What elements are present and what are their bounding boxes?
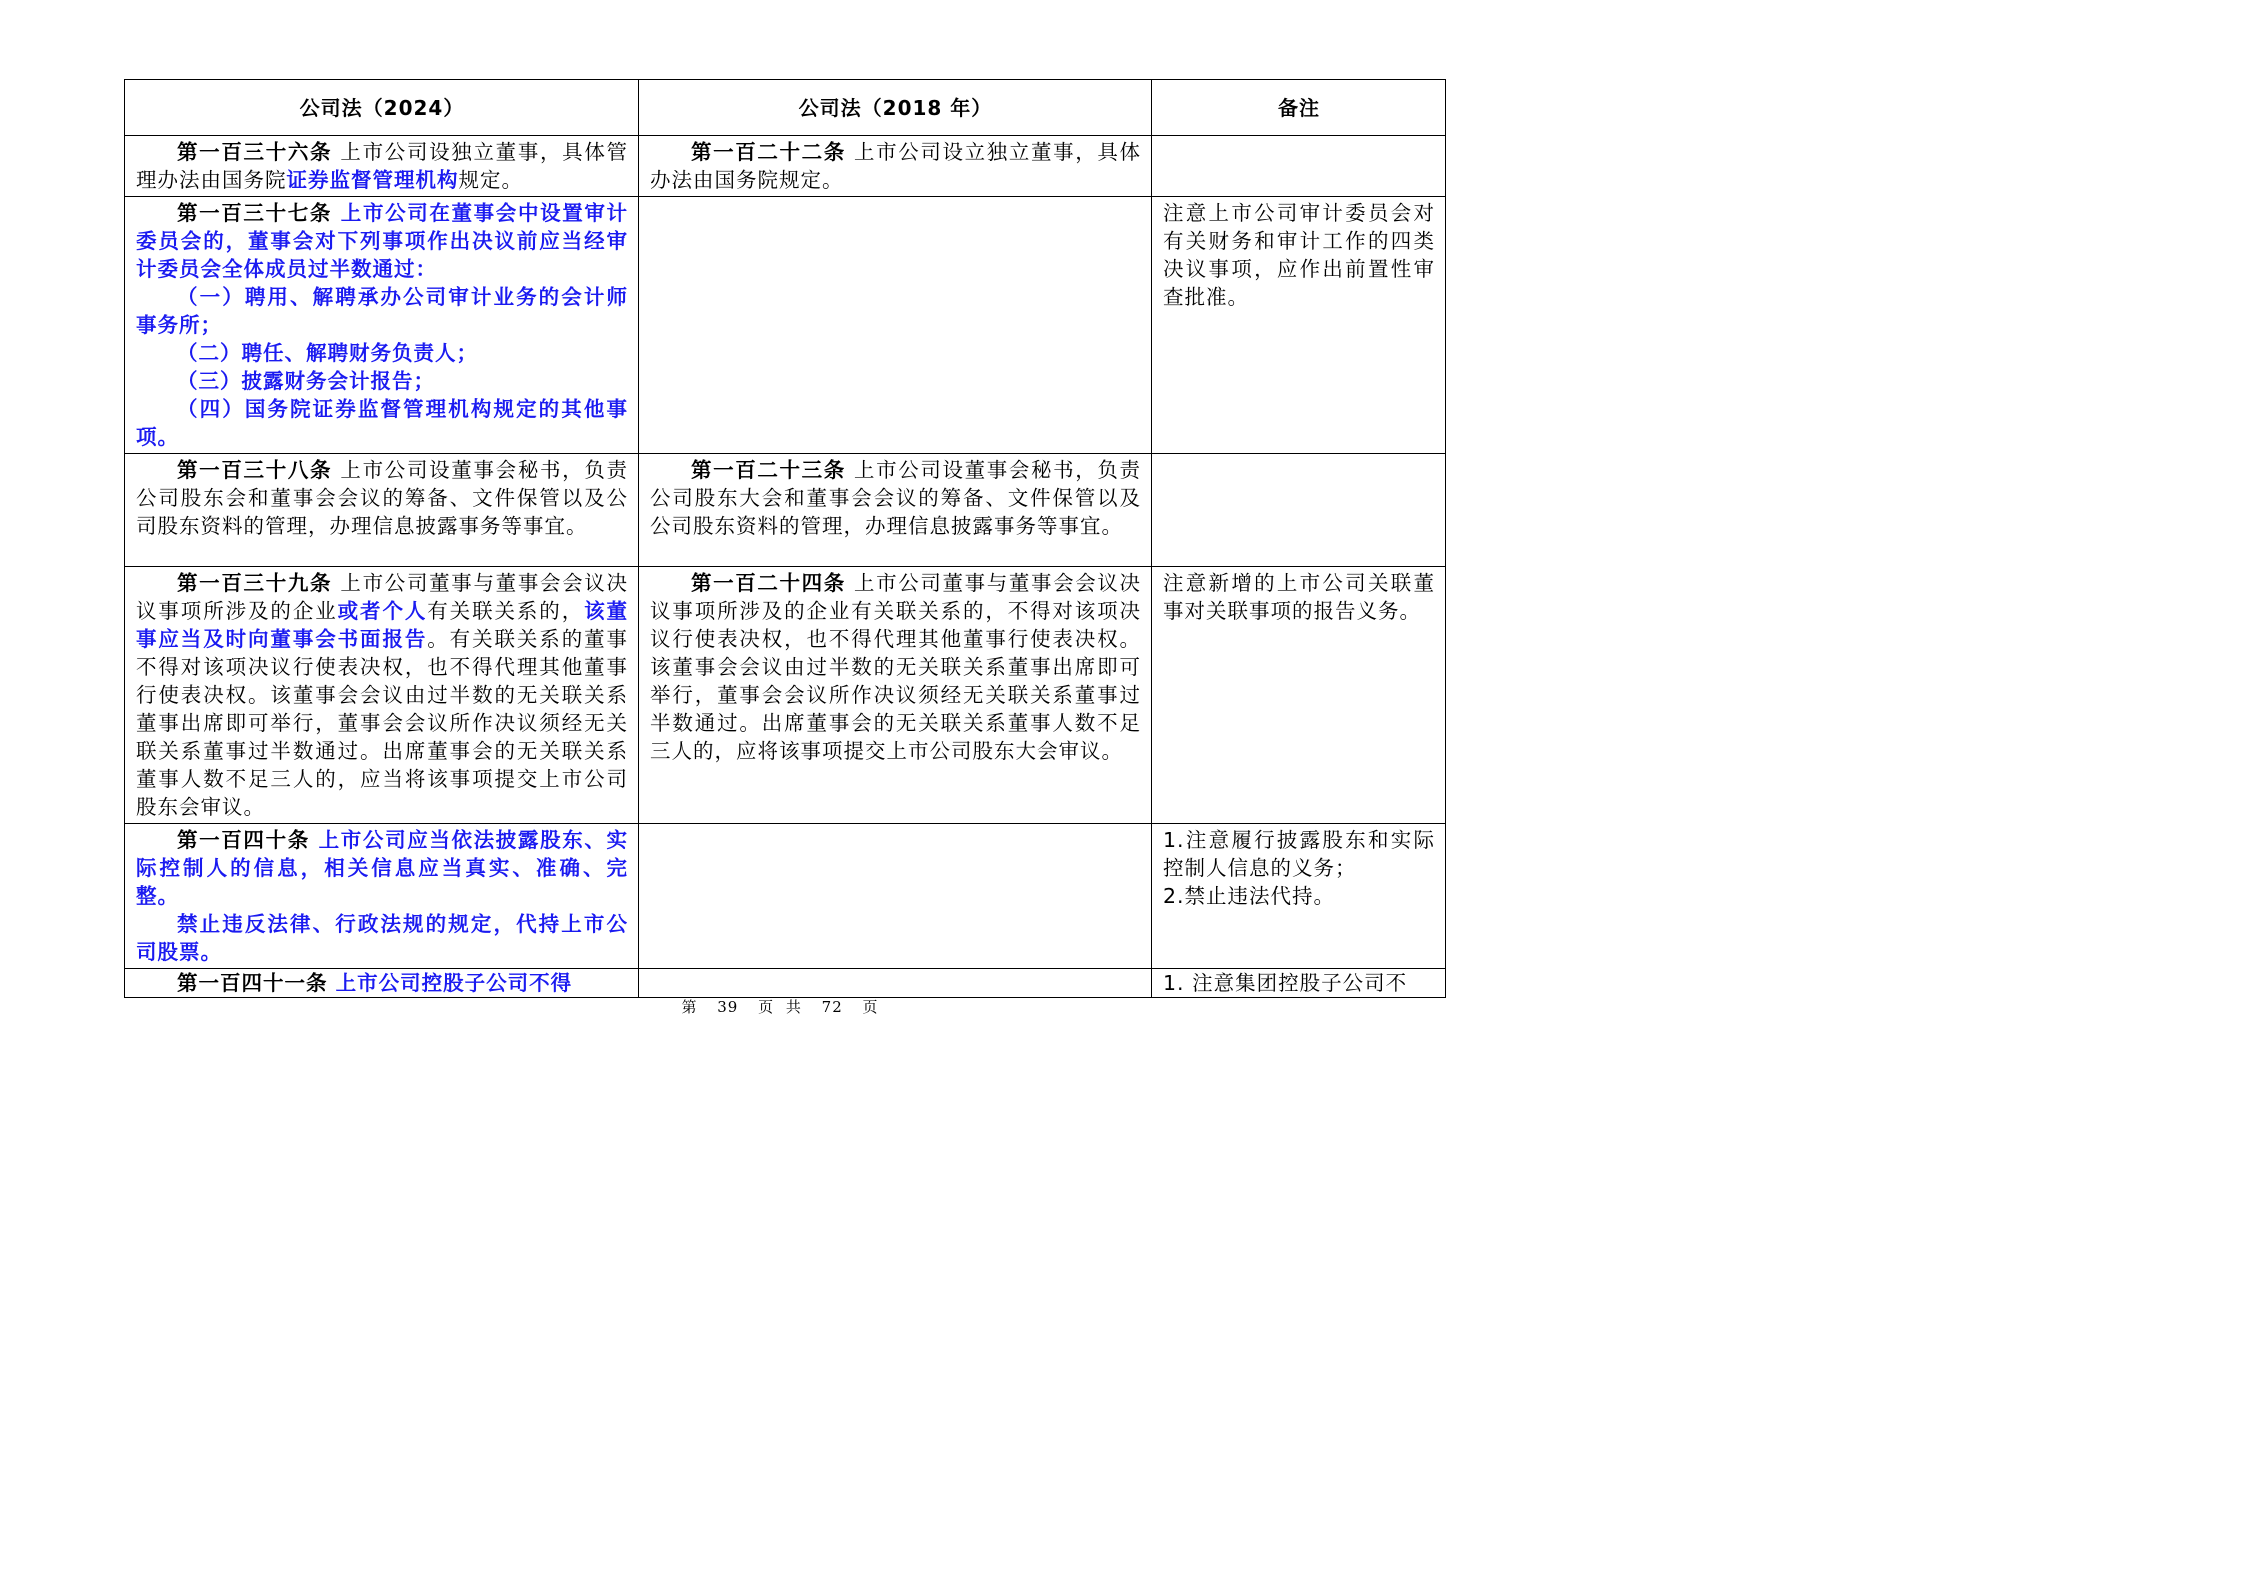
new-text: 上市公司在董事会中设置审计委员会的，董事会对下列事项作出决议前应当经审计委员会全体成员过半数通过： bbox=[136, 201, 629, 281]
table-row bbox=[125, 969, 1446, 998]
article-paragraph bbox=[136, 138, 628, 194]
table-row bbox=[125, 824, 1446, 969]
article-paragraph bbox=[136, 199, 628, 283]
list-item: （二）聘任、解聘财务负责人； bbox=[177, 341, 478, 365]
article-paragraph bbox=[136, 456, 628, 540]
amended-text: 或者个人 bbox=[337, 599, 428, 623]
total-pages: 72 bbox=[821, 998, 843, 1016]
article-text: 上市公司设董事会秘书，负责公司股东会和董事会会议的筹备、文件保管以及公司股东资料的管理，办理信息披露事务等事宜。 bbox=[136, 458, 629, 538]
amended-text: 该董事应当及时向董事会书面报告 bbox=[136, 599, 629, 651]
article-number: 第一百二十三条 bbox=[691, 458, 846, 482]
article-number: 第一百四十条 bbox=[177, 828, 310, 852]
cell-2018 bbox=[639, 197, 1152, 454]
article-text: 上市公司设立独立董事，具体办法由国务院规定。 bbox=[650, 140, 1142, 192]
list-item: （一）聘用、解聘承办公司审计业务的会计师事务所； bbox=[136, 285, 628, 337]
cell-2024 bbox=[125, 824, 639, 969]
cell-notes bbox=[1152, 824, 1446, 969]
page-footer bbox=[0, 996, 1560, 1017]
article-text: 上市公司董事与董事会会议决议事项所涉及的企业有关联关系的，不得对该项决议行使表决权，也不得代理其他董事行使表决权。该董事会会议由过半数的无关联关系董事出席即可举行，董事会会议所作决议须经无关联关系董事过半数通过。出席董事会的无关联关系董事人数不足三人的，应将该事项提交上市公司股东大会审议。 bbox=[650, 571, 1142, 763]
cell-2024 bbox=[125, 969, 639, 998]
table-row bbox=[125, 136, 1446, 197]
new-text: 上市公司控股子公司不得 bbox=[327, 971, 573, 995]
article-number: 第一百四十一条 bbox=[177, 971, 328, 995]
footer-suffix: 页 bbox=[862, 998, 879, 1016]
header-2024: 公司法（2024） bbox=[125, 80, 639, 136]
article-text: 。有关联关系的董事不得对该项决议行使表决权，也不得代理其他董事行使表决权。该董事会会议由过半数的无关联关系董事出席即可举行，董事会会议所作决议须经无关联关系董事过半数通过。出席董事会的无关联关系董事人数不足三人的，应当将该事项提交上市公司股东会审议。 bbox=[136, 627, 629, 819]
cell-2024 bbox=[125, 454, 639, 567]
cell-2018 bbox=[639, 969, 1152, 998]
cell-2018 bbox=[639, 136, 1152, 197]
article-text: 有关联关系的， bbox=[427, 599, 585, 623]
article-number: 第一百三十七条 bbox=[177, 201, 333, 225]
note-line: 1.注意履行披露股东和实际控制人信息的义务； bbox=[1163, 828, 1435, 880]
article-paragraph bbox=[136, 569, 628, 821]
article-text: 上市公司董事与董事会会议决议事项所涉及的企业 bbox=[136, 571, 629, 623]
cell-2024 bbox=[125, 136, 639, 197]
comparison-table bbox=[124, 79, 1446, 998]
article-paragraph: 禁止违反法律、行政法规的规定，代持上市公司股票。 bbox=[136, 912, 628, 964]
article-paragraph bbox=[650, 138, 1141, 194]
cell-notes: 注意新增的上市公司关联董事对关联事项的报告义务。 bbox=[1152, 567, 1446, 824]
article-text: 上市公司设董事会秘书，负责公司股东大会和董事会会议的筹备、文件保管以及公司股东资料的管理，办理信息披露事务等事宜。 bbox=[650, 458, 1142, 538]
cell-notes: 注意上市公司审计委员会对有关财务和审计工作的四类决议事项，应作出前置性审查批准。 bbox=[1152, 197, 1446, 454]
article-text: 规定。 bbox=[458, 168, 523, 192]
header-notes: 备注 bbox=[1152, 80, 1446, 136]
cell-2018 bbox=[639, 567, 1152, 824]
new-text: 上市公司应当依法披露股东、实际控制人的信息，相关信息应当真实、准确、完整。 bbox=[136, 828, 628, 908]
article-paragraph bbox=[136, 969, 628, 997]
article-paragraph bbox=[650, 456, 1141, 540]
article-number: 第一百三十九条 bbox=[177, 571, 333, 595]
list-item: （三）披露财务会计报告； bbox=[177, 369, 435, 393]
table-row bbox=[125, 567, 1446, 824]
cell-2024 bbox=[125, 197, 639, 454]
table-header-row bbox=[125, 80, 1446, 136]
article-number: 第一百二十四条 bbox=[691, 571, 846, 595]
cell-2024 bbox=[125, 567, 639, 824]
note-line: 2.禁止违法代持。 bbox=[1163, 884, 1336, 908]
amended-text: 证券监督管理机构 bbox=[286, 168, 459, 192]
article-paragraph bbox=[136, 826, 628, 910]
cell-notes bbox=[1152, 454, 1446, 567]
footer-mid: 页 共 bbox=[758, 998, 802, 1016]
article-paragraph bbox=[650, 569, 1141, 765]
article-number: 第一百三十六条 bbox=[177, 140, 333, 164]
header-2018: 公司法（2018 年） bbox=[639, 80, 1152, 136]
table-row bbox=[125, 197, 1446, 454]
list-item: （四）国务院证券监督管理机构规定的其他事项。 bbox=[136, 397, 628, 449]
table-row bbox=[125, 454, 1446, 567]
cell-2018 bbox=[639, 454, 1152, 567]
article-number: 第一百三十八条 bbox=[177, 458, 333, 482]
page-number: 39 bbox=[717, 998, 739, 1016]
cell-notes: 1. 注意集团控股子公司不 bbox=[1152, 969, 1446, 998]
cell-notes bbox=[1152, 136, 1446, 197]
article-number: 第一百二十二条 bbox=[691, 140, 846, 164]
cell-2018 bbox=[639, 824, 1152, 969]
footer-prefix: 第 bbox=[681, 998, 698, 1016]
article-text: 上市公司设独立董事，具体管理办法由国务院 bbox=[136, 140, 629, 192]
